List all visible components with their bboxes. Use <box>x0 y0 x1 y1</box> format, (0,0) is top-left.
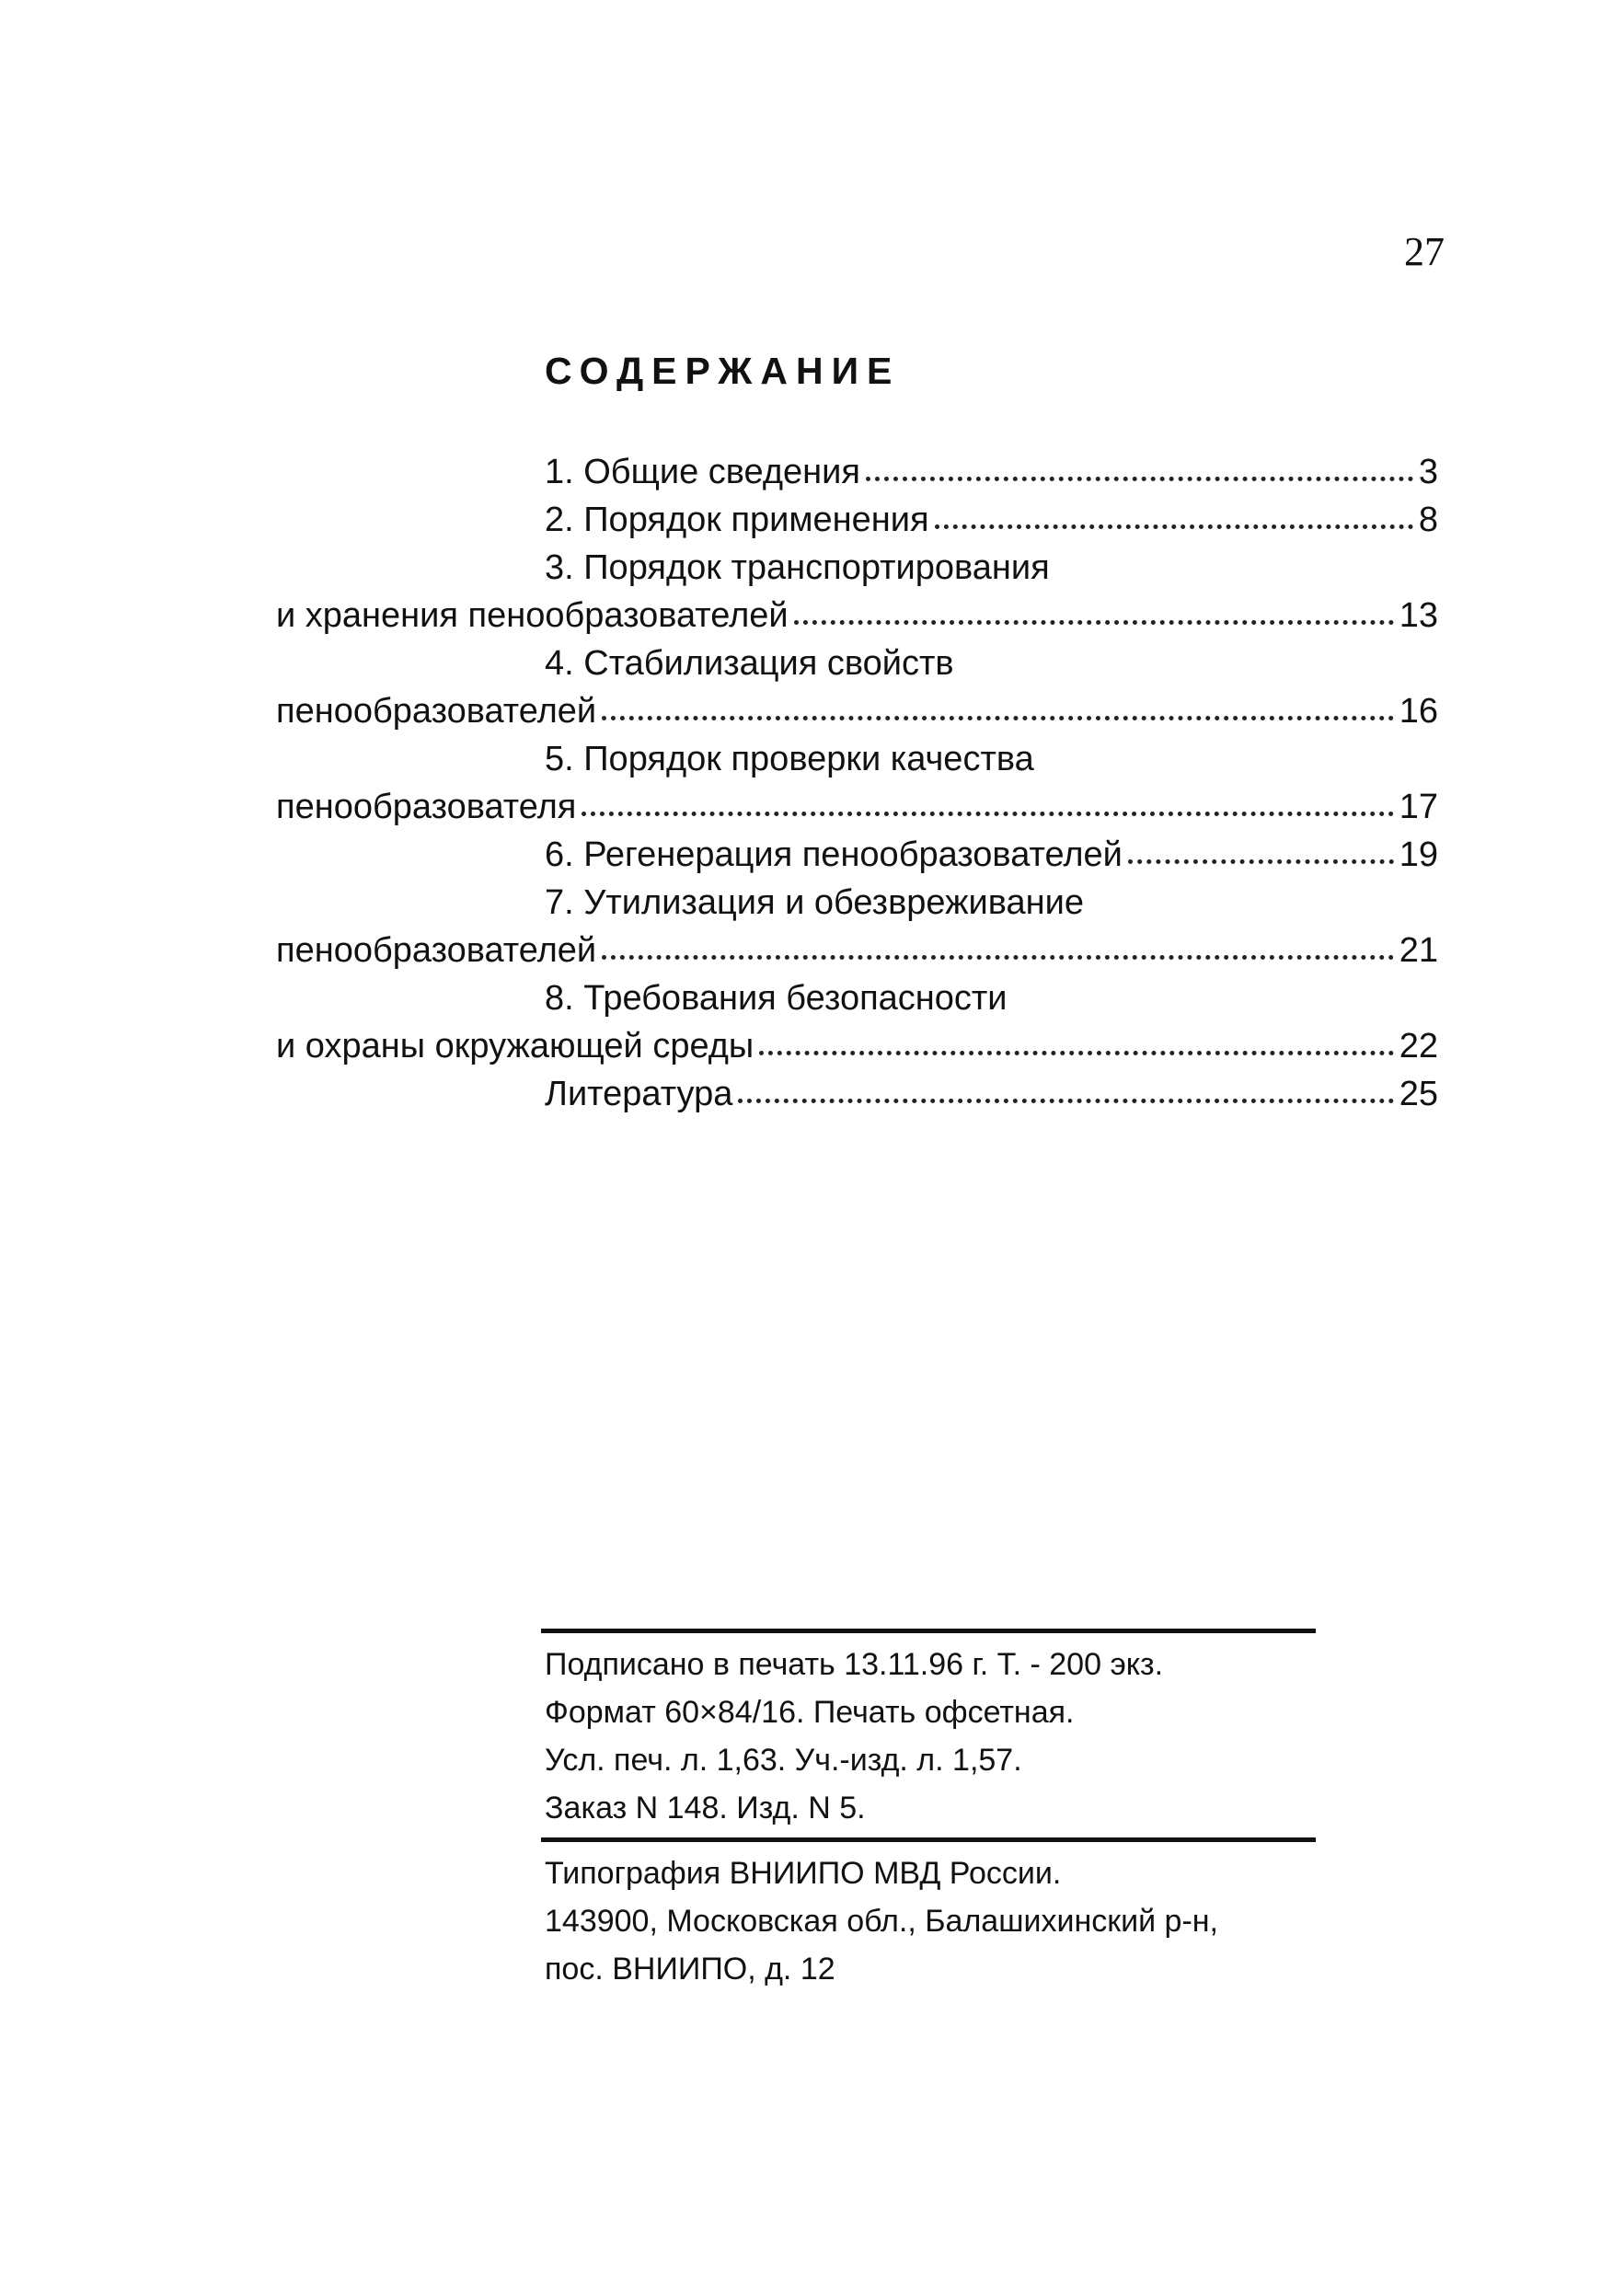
toc-leader-dots <box>602 955 1394 960</box>
toc-leader-dots <box>738 1099 1393 1103</box>
imprint-line: Типография ВНИИПО МВД России. <box>545 1856 1062 1891</box>
toc-entry-title-continued: пенообразователей <box>276 931 597 970</box>
toc-leader-dots <box>1128 859 1394 864</box>
table-of-contents <box>276 448 1438 1118</box>
toc-entry-page: 19 <box>1399 835 1438 874</box>
toc-entry-title-continued: и хранения пенообразователей <box>276 596 789 635</box>
toc-entry-5-line-2 <box>276 783 1438 831</box>
toc-entry-8-line-1 <box>276 974 1438 1022</box>
toc-leader-dots <box>582 812 1393 816</box>
toc-entry-title: 4. Стабилизация свойств <box>545 644 954 683</box>
toc-entry-title: 2. Порядок применения <box>545 501 929 539</box>
publication-details <box>541 1633 1316 1837</box>
toc-leader-dots <box>759 1051 1393 1055</box>
toc-entry-8-line-2 <box>276 1022 1438 1070</box>
imprint-block <box>541 1629 1316 1998</box>
toc-leader-dots <box>866 477 1413 481</box>
toc-entry-title: 6. Регенерация пенообразователей <box>545 835 1123 874</box>
toc-leader-dots <box>935 524 1413 529</box>
toc-entry-page: 13 <box>1399 596 1438 635</box>
toc-entry-page: 22 <box>1399 1027 1438 1065</box>
toc-entry-literature <box>276 1070 1438 1118</box>
toc-entry-3-line-1 <box>276 544 1438 592</box>
toc-leader-dots <box>602 716 1394 720</box>
toc-entry-1 <box>276 448 1438 496</box>
toc-entry-page: 17 <box>1399 788 1438 826</box>
page-number: 27 <box>1404 229 1445 274</box>
imprint-line: пос. ВНИИПО, д. 12 <box>545 1952 835 1987</box>
toc-entry-title: 1. Общие сведения <box>545 453 860 491</box>
toc-entry-2 <box>276 496 1438 544</box>
imprint-line: Формат 60×84/16. Печать офсетная. <box>545 1695 1075 1730</box>
toc-entry-page: 8 <box>1418 501 1438 539</box>
toc-entry-page: 21 <box>1399 931 1438 970</box>
toc-entry-title: 8. Требования безопасности <box>545 979 1008 1018</box>
toc-entry-page: 3 <box>1418 453 1438 491</box>
toc-entry-title: 7. Утилизация и обезвреживание <box>545 883 1084 922</box>
toc-entry-title: Литература <box>545 1075 733 1113</box>
imprint-line: Подписано в печать 13.11.96 г. Т. - 200 экз. <box>545 1647 1164 1682</box>
toc-entry-6 <box>276 831 1438 879</box>
toc-entry-7-line-2 <box>276 927 1438 974</box>
toc-entry-5-line-1 <box>276 735 1438 783</box>
toc-entry-3-line-2 <box>276 592 1438 639</box>
toc-entry-7-line-1 <box>276 879 1438 927</box>
toc-heading: СОДЕРЖАНИЕ <box>545 350 901 392</box>
toc-entry-title: 5. Порядок проверки качества <box>545 740 1034 778</box>
toc-entry-title-continued: пенообразователей <box>276 692 597 731</box>
toc-entry-title: 3. Порядок транспортирования <box>545 548 1050 587</box>
imprint-line: 143900, Московская обл., Балашихинский р-н, <box>545 1904 1218 1939</box>
toc-entry-title-continued: пенообразователя <box>276 788 577 826</box>
imprint-line: Заказ N 148. Изд. N 5. <box>545 1791 866 1826</box>
printer-details <box>541 1842 1316 1998</box>
toc-entry-page: 25 <box>1399 1075 1438 1113</box>
toc-entry-4-line-2 <box>276 687 1438 735</box>
imprint-line: Усл. печ. л. 1,63. Уч.-изд. л. 1,57. <box>545 1743 1022 1778</box>
toc-leader-dots <box>794 620 1394 625</box>
toc-entry-page: 16 <box>1399 692 1438 731</box>
toc-entry-4-line-1 <box>276 639 1438 687</box>
toc-entry-title-continued: и охраны окружающей среды <box>276 1027 754 1065</box>
